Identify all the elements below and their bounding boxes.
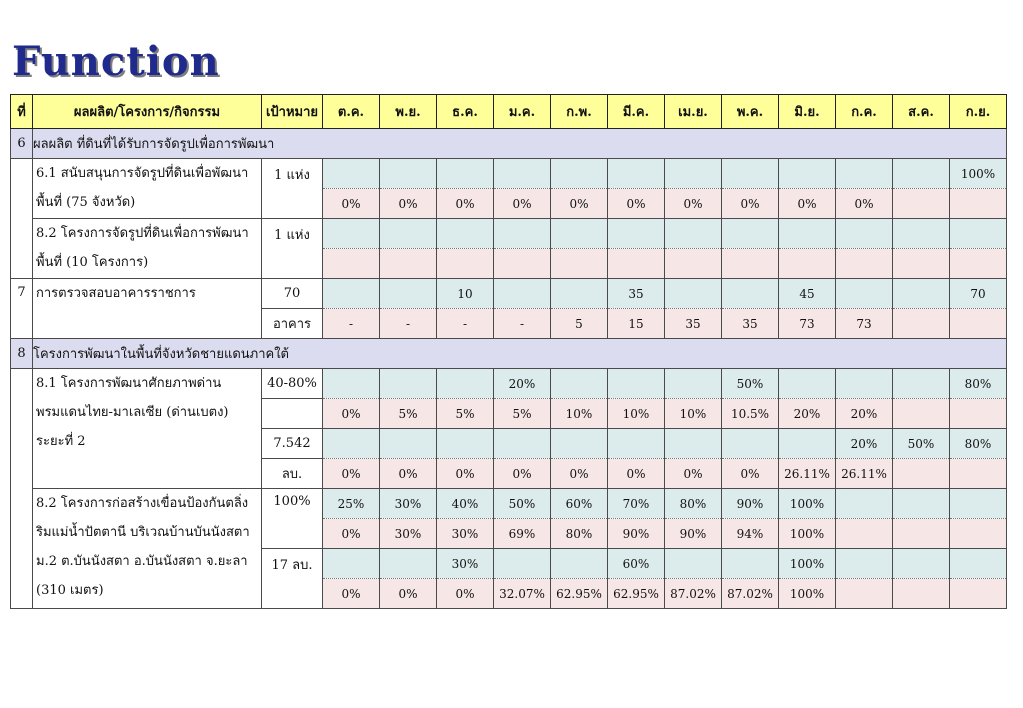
actual-cell [437,249,494,279]
actual-cell: 0% [323,189,380,219]
actual-cell [893,519,950,549]
plan-cell: 80% [950,429,1007,459]
actual-cell: 0% [836,189,893,219]
plan-cell: 90% [722,489,779,519]
plan-cell: 25% [323,489,380,519]
target-cell: 1 แห่ง [262,219,323,279]
plan-cell [323,159,380,189]
actual-cell: 0% [323,459,380,489]
actual-cell: 5% [437,399,494,429]
plan-cell [722,159,779,189]
plan-cell [551,369,608,399]
actual-cell: 35 [665,309,722,339]
actual-cell: 0% [551,459,608,489]
actual-cell [893,399,950,429]
section-number: 7 [11,279,33,339]
plan-cell: 100% [950,159,1007,189]
actual-cell: - [323,309,380,339]
plan-cell [950,549,1007,579]
item-label: การตรวจสอบอาคารราชการ [33,279,262,339]
header-month: ส.ค. [893,95,950,129]
actual-cell: 69% [494,519,551,549]
actual-cell: 0% [779,189,836,219]
plan-cell [665,549,722,579]
actual-cell [893,309,950,339]
plan-cell [551,219,608,249]
plan-cell: 50% [893,429,950,459]
header-month: มี.ค. [608,95,665,129]
actual-cell: 20% [779,399,836,429]
actual-cell [950,399,1007,429]
actual-cell [950,189,1007,219]
actual-cell: 10% [608,399,665,429]
plan-cell: 100% [779,489,836,519]
plan-cell [437,159,494,189]
actual-cell: 0% [665,459,722,489]
actual-cell: 100% [779,519,836,549]
actual-cell: 80% [551,519,608,549]
actual-cell [893,249,950,279]
actual-cell: - [380,309,437,339]
actual-cell: 32.07% [494,579,551,609]
item-label: 8.2 โครงการก่อสร้างเขื่อนป้องกันตลิ่งริมแม่น้ำปัตตานี บริเวณบ้านบันนังสตา ม.2 ต.บันนังสตา อ.บันนังสตา จ.ยะลา (310 เมตร) [33,489,262,609]
actual-cell: 0% [494,459,551,489]
actual-cell: 5% [494,399,551,429]
plan-cell [608,219,665,249]
header-month: ก.ค. [836,95,893,129]
plan-cell [836,279,893,309]
plan-cell: 70% [608,489,665,519]
plan-cell [779,429,836,459]
actual-cell [836,249,893,279]
plan-cell [779,369,836,399]
actual-cell: 0% [323,579,380,609]
actual-cell [893,189,950,219]
actual-cell: 73 [779,309,836,339]
actual-cell [950,579,1007,609]
section-row [11,129,1007,159]
plan-cell [779,159,836,189]
plan-cell [665,429,722,459]
plan-cell [893,369,950,399]
section-label: โครงการพัฒนาในพื้นที่จังหวัดชายแดนภาคใต้ [33,339,1007,369]
actual-cell [722,249,779,279]
plan-cell [950,489,1007,519]
plan-cell [893,549,950,579]
actual-cell [950,519,1007,549]
plan-cell [665,159,722,189]
blank-cell [11,369,33,609]
header-month: มิ.ย. [779,95,836,129]
actual-cell: 0% [380,459,437,489]
header-month: ต.ค. [323,95,380,129]
plan-cell: 20% [494,369,551,399]
target-cell: ลบ. [262,459,323,489]
plan-cell [494,219,551,249]
plan-cell [836,369,893,399]
target-cell: 40-80% [262,369,323,399]
actual-cell [551,249,608,279]
plan-cell [380,279,437,309]
plan-cell [779,219,836,249]
plan-cell: 40% [437,489,494,519]
plan-cell [323,369,380,399]
item-label: 6.1 สนับสนุนการจัดรูปที่ดินเพื่อพัฒนาพื้นที่ (75 จังหวัด) [33,159,262,219]
actual-cell: - [437,309,494,339]
item-label: 8.1 โครงการพัฒนาศักยภาพด่านพรมแดนไทย-มาเลเซีย (ด่านเบตง) ระยะที่ 2 [33,369,262,489]
actual-cell: 0% [722,189,779,219]
section-label: ผลผลิต ที่ดินที่ได้รับการจัดรูปเพื่อการพัฒนา [33,129,1007,159]
plan-cell [893,159,950,189]
plan-cell: 35 [608,279,665,309]
actual-cell: 5% [380,399,437,429]
plan-cell: 20% [836,429,893,459]
plan-cell [950,219,1007,249]
plan-cell: 45 [779,279,836,309]
plan-cell [551,549,608,579]
plan-row [11,369,1007,399]
plan-cell [722,279,779,309]
actual-cell [608,249,665,279]
plan-cell [380,429,437,459]
plan-cell [437,429,494,459]
actual-cell: - [494,309,551,339]
plan-cell [494,279,551,309]
plan-row [11,159,1007,189]
plan-cell: 50% [722,369,779,399]
actual-cell: 73 [836,309,893,339]
actual-cell: 10% [551,399,608,429]
actual-cell: 20% [836,399,893,429]
actual-cell: 26.11% [836,459,893,489]
actual-cell: 0% [437,459,494,489]
target-cell: อาคาร [262,309,323,339]
header-item: ผลผลิต/โครงการ/กิจกรรม [33,95,262,129]
plan-cell [836,159,893,189]
actual-cell: 0% [722,459,779,489]
plan-cell [893,279,950,309]
plan-cell [608,159,665,189]
plan-row [11,279,1007,309]
actual-cell [893,459,950,489]
actual-cell: 30% [380,519,437,549]
actual-cell [323,249,380,279]
target-cell: 70 [262,279,323,309]
plan-cell: 80% [665,489,722,519]
plan-cell [551,429,608,459]
actual-cell [380,249,437,279]
plan-cell [323,549,380,579]
actual-cell: 10% [665,399,722,429]
actual-cell [494,249,551,279]
plan-cell [893,219,950,249]
plan-cell [665,279,722,309]
progress-table [10,94,1007,609]
actual-cell: 0% [551,189,608,219]
actual-cell: 5 [551,309,608,339]
plan-cell: 100% [779,549,836,579]
actual-cell: 100% [779,579,836,609]
actual-cell: 0% [608,459,665,489]
header-row [11,95,1007,129]
section-row [11,339,1007,369]
actual-cell: 0% [494,189,551,219]
actual-cell: 0% [380,189,437,219]
target-cell: 100% [262,489,323,549]
actual-cell: 62.95% [608,579,665,609]
header-target: เป้าหมาย [262,95,323,129]
plan-cell: 60% [551,489,608,519]
plan-cell [494,429,551,459]
header-no: ที่ [11,95,33,129]
page-title: Function [12,38,220,85]
target-cell: 17 ลบ. [262,549,323,609]
plan-cell [608,369,665,399]
plan-cell [551,159,608,189]
plan-cell: 80% [950,369,1007,399]
actual-cell: 0% [323,399,380,429]
item-label: 8.2 โครงการจัดรูปที่ดินเพื่อการพัฒนาพื้นที่ (10 โครงการ) [33,219,262,279]
actual-cell: 35 [722,309,779,339]
actual-cell: 62.95% [551,579,608,609]
actual-cell: 87.02% [722,579,779,609]
header-month: ม.ค. [494,95,551,129]
actual-cell: 0% [608,189,665,219]
header-month: พ.ย. [380,95,437,129]
blank-cell [11,159,33,279]
plan-cell [836,549,893,579]
actual-cell [836,579,893,609]
actual-cell: 10.5% [722,399,779,429]
actual-cell: 90% [665,519,722,549]
plan-cell [836,219,893,249]
header-month: ธ.ค. [437,95,494,129]
actual-cell [665,249,722,279]
plan-cell [380,159,437,189]
plan-cell [437,369,494,399]
plan-cell [437,219,494,249]
plan-cell [323,279,380,309]
plan-cell: 30% [380,489,437,519]
plan-cell: 50% [494,489,551,519]
actual-cell: 0% [437,579,494,609]
plan-cell: 60% [608,549,665,579]
actual-cell [950,459,1007,489]
actual-cell: 0% [323,519,380,549]
plan-cell [665,219,722,249]
actual-cell [950,249,1007,279]
actual-cell [893,579,950,609]
actual-cell: 87.02% [665,579,722,609]
plan-cell [665,369,722,399]
plan-cell [380,549,437,579]
plan-cell [722,429,779,459]
plan-cell [551,279,608,309]
actual-cell: 30% [437,519,494,549]
target-cell [262,399,323,429]
actual-cell: 0% [437,189,494,219]
actual-cell: 26.11% [779,459,836,489]
section-number: 8 [11,339,33,369]
actual-cell: 0% [380,579,437,609]
plan-row [11,489,1007,519]
plan-cell [608,429,665,459]
plan-cell [323,429,380,459]
actual-cell: 94% [722,519,779,549]
actual-cell [950,309,1007,339]
actual-cell: 15 [608,309,665,339]
target-cell: 7.542 [262,429,323,459]
plan-cell: 30% [437,549,494,579]
plan-cell [380,369,437,399]
plan-row [11,219,1007,249]
plan-cell [722,219,779,249]
plan-cell [323,219,380,249]
header-month: ก.พ. [551,95,608,129]
actual-cell [836,519,893,549]
plan-cell: 10 [437,279,494,309]
plan-cell [494,159,551,189]
header-month: พ.ค. [722,95,779,129]
plan-cell [836,489,893,519]
plan-cell [494,549,551,579]
target-cell: 1 แห่ง [262,159,323,219]
plan-cell [380,219,437,249]
actual-cell [779,249,836,279]
plan-cell [893,489,950,519]
actual-cell: 0% [665,189,722,219]
header-month: เม.ย. [665,95,722,129]
header-month: ก.ย. [950,95,1007,129]
plan-cell [722,549,779,579]
plan-cell: 70 [950,279,1007,309]
section-number: 6 [11,129,33,159]
actual-cell: 90% [608,519,665,549]
